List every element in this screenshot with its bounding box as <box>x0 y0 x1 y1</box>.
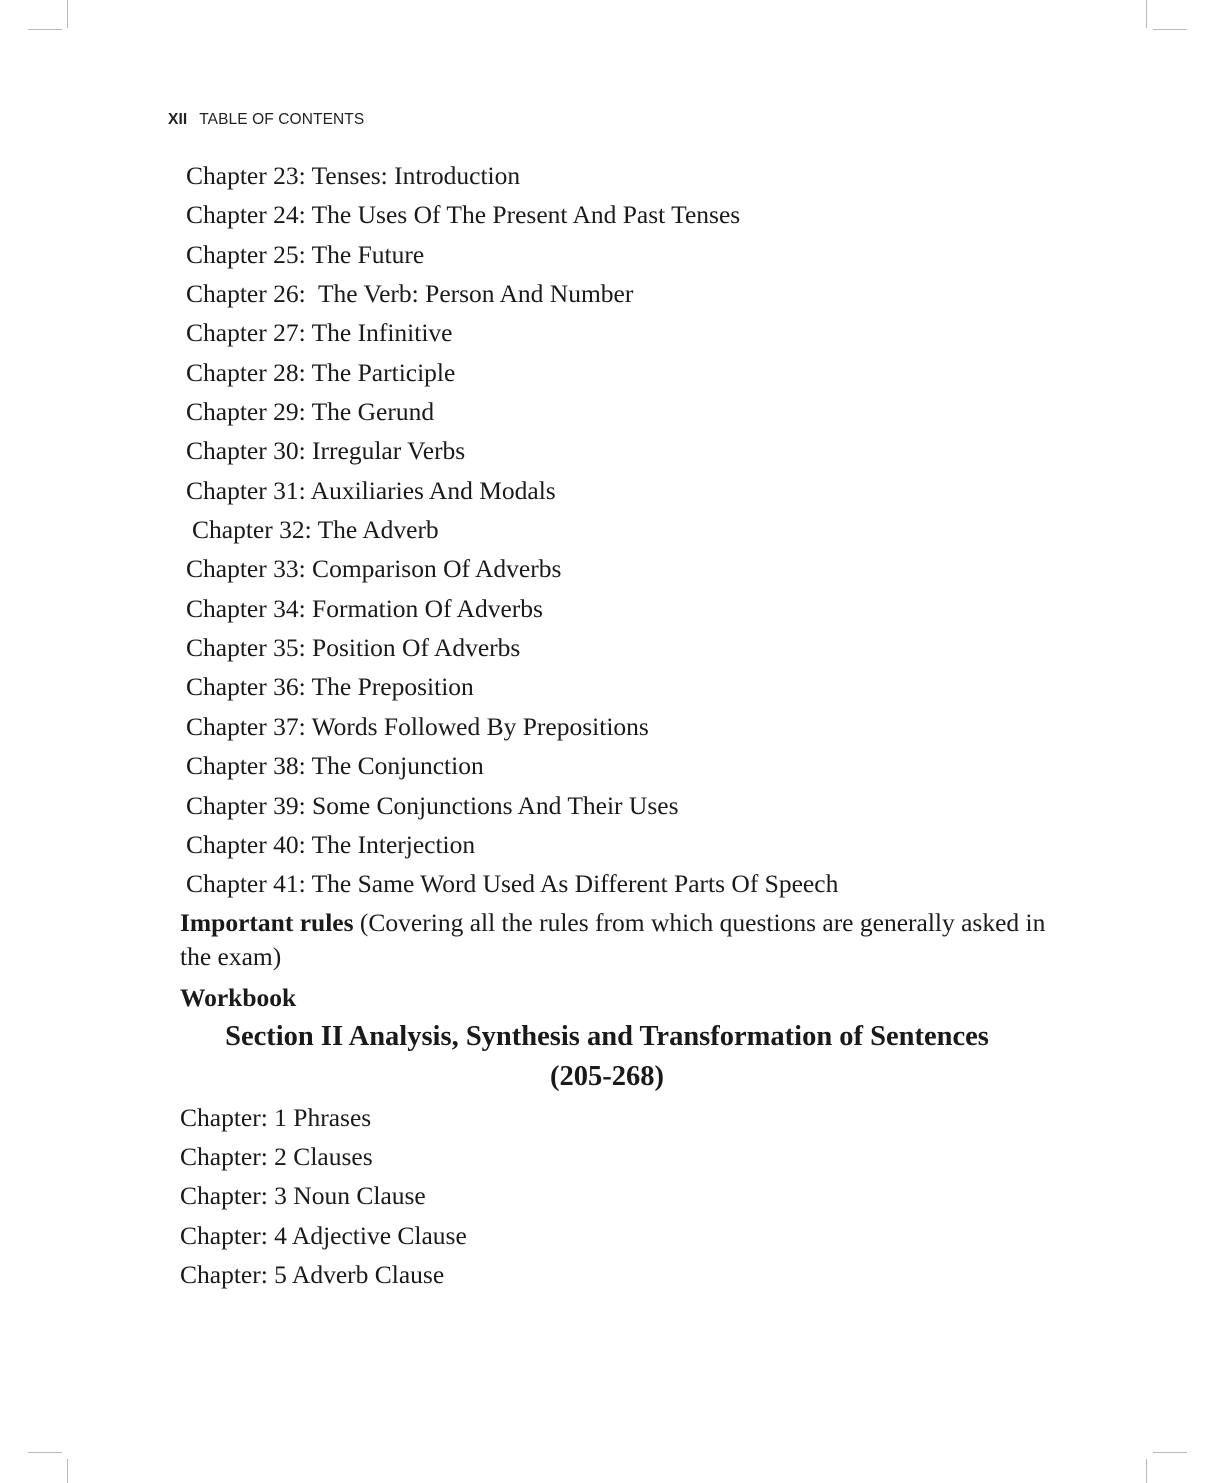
toc-entry: Chapter 28: The Participle <box>186 357 456 387</box>
toc-entry: Chapter: 1 Phrases <box>180 1102 372 1132</box>
toc-entry: Chapter 26: The Verb: Person And Number <box>186 279 634 309</box>
toc-entry: Chapter 27: The Infinitive <box>186 318 453 348</box>
section-heading <box>180 1017 1034 1097</box>
toc-entry: Chapter 30: Irregular Verbs <box>186 436 466 466</box>
toc-entry: Chapter 41: The Same Word Used As Different Parts Of Speech <box>186 869 839 899</box>
toc-entry: Chapter: 3 Noun Clause <box>180 1181 426 1211</box>
toc-entry: Chapter 32: The Adverb <box>192 515 439 545</box>
crop-mark-top-left-vertical <box>67 0 68 28</box>
chapter-list <box>180 156 1050 904</box>
toc-entry: Chapter 39: Some Conjunctions And Their Uses <box>186 790 679 820</box>
table-of-contents <box>180 156 1050 1294</box>
crop-mark-top-left-horizontal <box>28 29 62 30</box>
section-title: Section II Analysis, Synthesis and Transformation of Sentences <box>225 1020 989 1052</box>
toc-entry: Chapter: 2 Clauses <box>180 1141 373 1171</box>
crop-mark-top-right-horizontal <box>1153 29 1187 30</box>
toc-entry: Chapter 36: The Preposition <box>186 672 474 702</box>
toc-entry: Chapter 33: Comparison Of Adverbs <box>186 554 562 584</box>
toc-entry: Chapter 23: Tenses: Introduction <box>186 161 521 190</box>
running-head <box>168 111 364 129</box>
important-rules-label: Important rules <box>180 907 354 937</box>
section-two-chapter-list <box>180 1098 1050 1295</box>
crop-mark-bottom-left-vertical <box>67 1459 68 1483</box>
section-page-range: (205-268) <box>550 1060 664 1092</box>
crop-mark-bottom-right-horizontal <box>1153 1452 1187 1453</box>
crop-mark-bottom-right-vertical <box>1146 1459 1147 1483</box>
important-rules-description: (Covering all the rules from which questions are generally asked in the exam) <box>180 907 1046 971</box>
toc-entry: Chapter 24: The Uses Of The Present And Past Tenses <box>186 200 741 230</box>
toc-entry: Chapter: 4 Adjective Clause <box>180 1220 467 1250</box>
toc-entry: Chapter 37: Words Followed By Prepositions <box>186 711 649 741</box>
running-head-title: TABLE OF CONTENTS <box>199 111 365 128</box>
toc-entry: Chapter 29: The Gerund <box>186 397 435 427</box>
page-folio: XII <box>168 111 188 128</box>
toc-entry: Chapter: 5 Adverb Clause <box>180 1259 445 1289</box>
important-rules-entry <box>180 906 1050 974</box>
crop-mark-top-right-vertical <box>1146 0 1147 28</box>
toc-entry: Chapter 34: Formation Of Adverbs <box>186 593 543 623</box>
toc-entry: Chapter 25: The Future <box>186 239 425 269</box>
toc-entry: Chapter 35: Position Of Adverbs <box>186 633 521 663</box>
workbook-entry: Workbook <box>180 982 297 1012</box>
crop-mark-bottom-left-horizontal <box>28 1452 62 1453</box>
toc-entry: Chapter 40: The Interjection <box>186 829 476 859</box>
toc-entry: Chapter 38: The Conjunction <box>186 751 484 781</box>
toc-entry: Chapter 31: Auxiliaries And Modals <box>186 475 556 505</box>
